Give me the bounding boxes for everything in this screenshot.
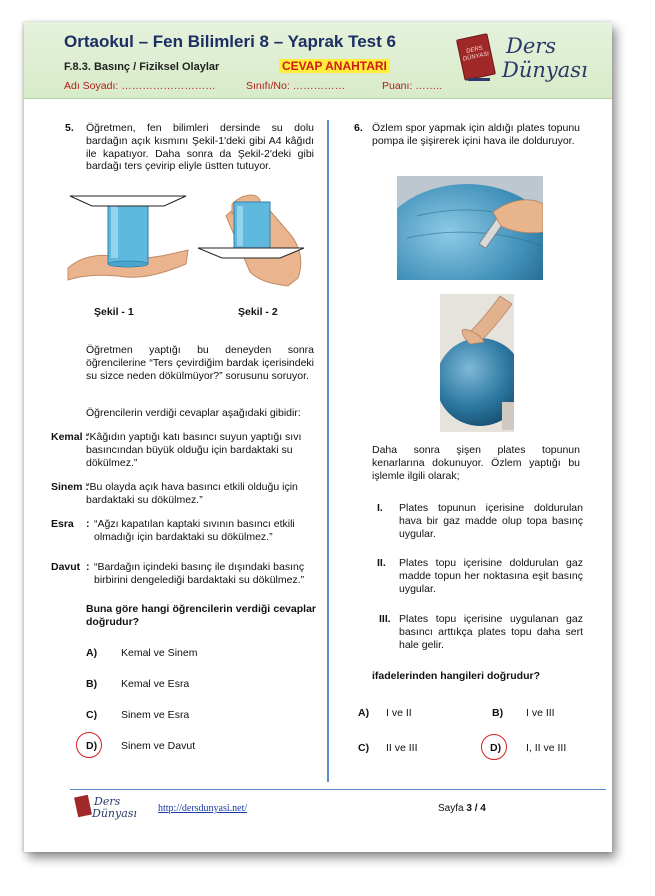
- q5-option-b: Kemal ve Esra: [121, 678, 190, 690]
- page-label: Sayfa: [438, 803, 467, 814]
- answer-esra-text: “Ağzı kapatılan kaptaki sıvının basıncı etkili olmadığı için bardaktaki su dökülmez.”: [94, 518, 295, 543]
- q5-option-c: Sinem ve Esra: [121, 709, 190, 721]
- q6-option-c: II ve III: [386, 742, 418, 754]
- answer-davut-colon: :: [86, 561, 90, 573]
- answer-key-badge: CEVAP ANAHTARI: [279, 59, 390, 73]
- statement-1: Plates topunun içerisine doldurulan hava bir gaz madde olup topa basınç uygular.: [399, 502, 583, 540]
- q6-option-b: I ve III: [526, 707, 555, 719]
- q6-option-d-letter: D): [490, 742, 502, 754]
- figure-2-inverted-glass: [196, 188, 308, 288]
- footer-divider: [70, 789, 606, 790]
- q6-option-b-letter: B): [492, 707, 504, 719]
- q6-option-d: I, II ve III: [526, 742, 567, 754]
- q5-option-a-letter: A): [86, 647, 98, 659]
- answer-sinem-text: “Bu olayda açık hava basıncı etkili olduğu için bardaktaki su dökülmez.”: [86, 481, 298, 506]
- q5-option-c-letter: C): [86, 709, 98, 721]
- footer-logo: [76, 795, 138, 823]
- answer-esra-name: Esra: [51, 518, 74, 530]
- column-divider: [327, 120, 329, 782]
- q6-paragraph-2: Daha sonra şişen plates topunun kenarlarına dokunuyor. Özlem yaptığı bu işlemle ilgili olarak;: [372, 444, 580, 482]
- footer-logo-word-dunyasi: Dünyası: [92, 807, 137, 820]
- answer-esra-colon: :: [86, 518, 90, 530]
- book-icon: [74, 795, 92, 817]
- answer-davut-name: Davut: [51, 561, 81, 573]
- logo-word-dunyasi: Dünyası: [502, 58, 588, 82]
- worksheet-subtitle: F.8.3. Basınç / Fiziksel Olaylar: [64, 61, 220, 73]
- logo-word-ders: Ders: [506, 34, 557, 58]
- statement-3: Plates topu içerisine uygulanan gaz basıncı arttıkça plates topu daha sert hale gelir.: [399, 613, 583, 651]
- q5-option-d: Sinem ve Davut: [121, 740, 196, 752]
- q5-paragraph-2: Öğretmen yaptığı bu deneyden sonra öğrencilerine “Ters çevirdiğim bardak içerisindeki su sizce neden dökülmüyor?” sorusunu soruyor.: [86, 344, 314, 382]
- q5-option-b-letter: B): [86, 678, 98, 690]
- statement-1-number: I.: [377, 502, 383, 514]
- q5-intro: Öğretmen, fen bilimleri dersinde su dolu bardağın açık kısmını Şekil-1'deki gibi A4 kâğıdı ile kapatıyor. Daha sonra da Şekil-2'deki gibi bardağı ters çevirip eliyle üstten tutuyor.: [86, 122, 314, 173]
- q6-intro: Özlem spor yapmak için aldığı plates topunu pompa ile şişirerek içini hava ile dolduruyor.: [372, 122, 580, 147]
- page-separator: /: [471, 803, 481, 814]
- footer-website-link[interactable]: http://dersdunyasi.net/: [158, 803, 248, 814]
- q6-question: ifadelerinden hangileri doğrudur?: [372, 670, 541, 682]
- worksheet-page: [24, 22, 612, 852]
- class-field: Sınıfı/No: ……………: [246, 80, 346, 92]
- photo-ball-pump: [397, 176, 543, 280]
- q6-number: 6.: [354, 122, 363, 134]
- figure-1-label: Şekil - 1: [94, 306, 134, 318]
- statement-2-number: II.: [377, 557, 386, 569]
- header-banner: [24, 22, 612, 99]
- q5-question: Buna göre hangi öğrencilerin verdiği cevaplar doğrudur?: [86, 603, 316, 628]
- answer-kemal-name: Kemal :: [51, 431, 89, 443]
- book-icon: DERS DÜNYASI: [456, 33, 496, 81]
- figure-1-glass-on-hand: [64, 184, 190, 284]
- answer-sinem-name: Sinem :: [51, 481, 89, 493]
- footer-logo-word-ders: Ders: [94, 795, 121, 808]
- answer-davut-text: “Bardağın içindeki basınç ile dışındaki basınç birbirini dengelediği bardaktaki su dökülmez.”: [94, 561, 305, 586]
- answer-kemal-text: “Kâğıdın yaptığı katı basıncı suyun yaptığı sıvı basıncından büyük olduğu için bardaktaki su dökülmez.”: [86, 431, 302, 469]
- page-total: 4: [480, 803, 486, 814]
- q6-option-a-letter: A): [358, 707, 370, 719]
- q5-number: 5.: [65, 122, 74, 134]
- statement-2: Plates topu içerisine doldurulan gaz madde topun her noktasına eşit basınç uygular.: [399, 557, 583, 595]
- q5-option-d-letter: D): [86, 740, 98, 752]
- q5-paragraph-3: Öğrencilerin verdiği cevaplar aşağıdaki gibidir:: [86, 407, 301, 419]
- q5-option-a: Kemal ve Sinem: [121, 647, 198, 659]
- name-field: Adı Soyadı: ………………………: [64, 80, 216, 92]
- score-field: Puanı: ……..: [382, 80, 443, 92]
- worksheet-title: Ortaokul – Fen Bilimleri 8 – Yaprak Test 6: [64, 32, 396, 51]
- statement-3-number: III.: [379, 613, 391, 625]
- page-number: [438, 803, 486, 814]
- brand-logo: [460, 32, 600, 88]
- logo-stand: [468, 78, 490, 81]
- page-current: 3: [466, 803, 472, 814]
- photo-hand-on-ball: [440, 294, 514, 432]
- q6-option-a: I ve II: [386, 707, 412, 719]
- q6-option-c-letter: C): [358, 742, 370, 754]
- figure-2-label: Şekil - 2: [238, 306, 278, 318]
